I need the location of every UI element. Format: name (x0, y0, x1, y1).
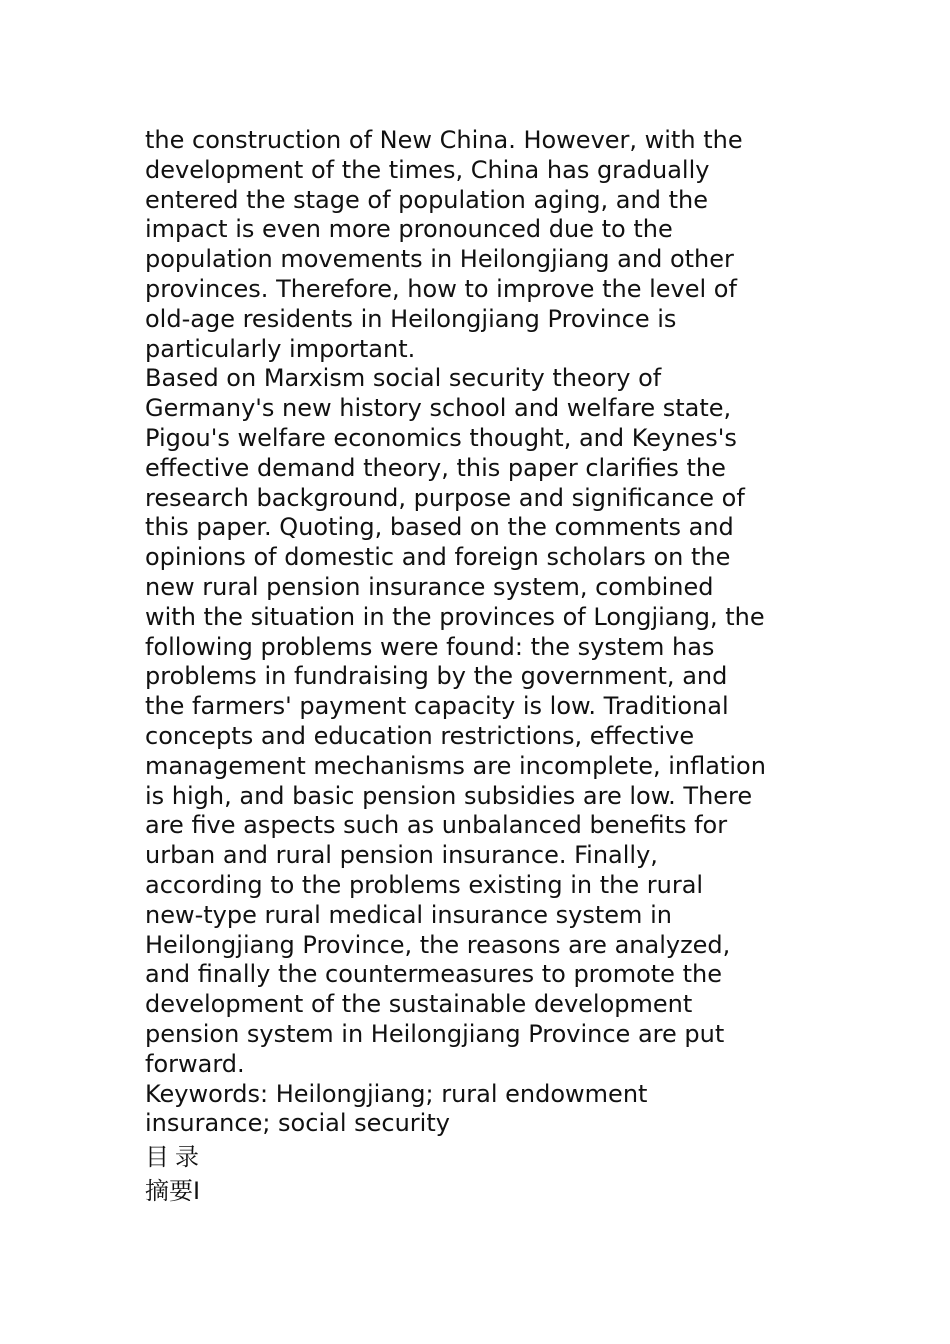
toc-item-abstract: 摘要I (145, 1176, 201, 1205)
keywords-paragraph: Keywords: Heilongjiang; rural endowment insurance; social security (145, 1079, 648, 1138)
abstract-paragraph-main: Based on Marxism social security theory of Germany's new history school and welfare state, Pigou's welfare economics thought, and Keynes's effective demand theory, this paper clarifies the research background, purpose and significance of this paper. Quoting, based on the comments and opinions of domestic and foreign scholars on the new rural pension insurance system, combined with the situation in the provinces of Longjiang, the following problems were found: the system has problems in fundraising by the government, and the farmers' payment capacity is low. Traditional concepts and education restrictions, effective management mechanisms are incomplete, inflation is high, and basic pension subsidies are low. There are five aspects such as unbalanced benefits for urban and rural pension insurance. Finally, according to the problems existing in the rural new-type rural medical insurance system in Heilongjiang Province, the reasons are analyzed, and finally the countermeasures to promote the development of the sustainable development pension system in Heilongjiang Province are put forward. (145, 364, 766, 1078)
abstract-paragraph-intro: the construction of New China. However, with the development of the times, China has gradually entered the stage of population aging, and the impact is even more pronounced due to the population movements in Heilongjiang and other provinces. Therefore, how to improve the level of old-age residents in Heilongjiang Province is particularly important. (145, 126, 743, 363)
document-body (145, 126, 815, 1207)
toc-heading: 目录 (145, 1143, 205, 1172)
